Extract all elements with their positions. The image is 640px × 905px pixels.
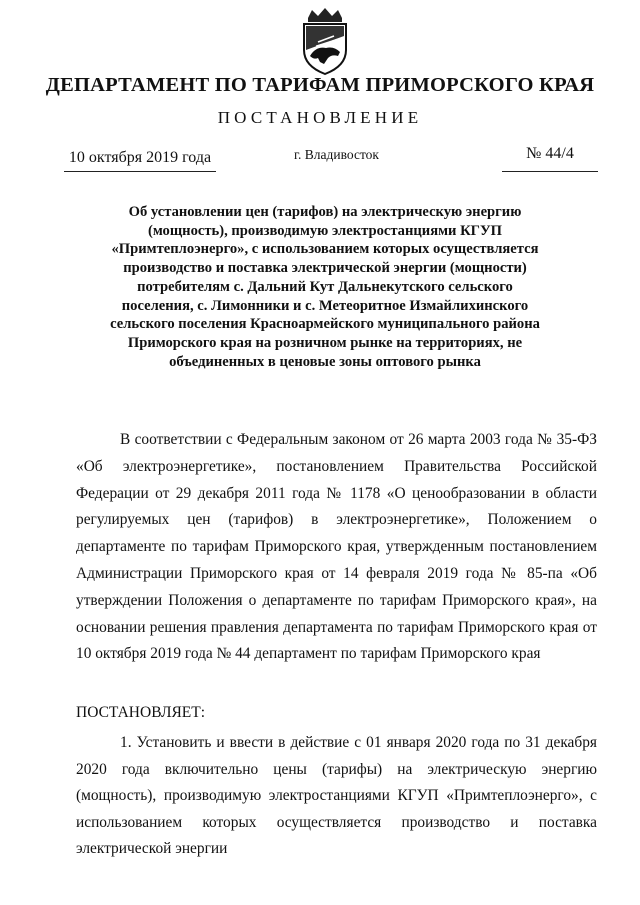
decree-subject: Об установлении цен (тарифов) на электрическую энергию (мощность), производимую электростанциями КГУП «Примтеплоэнерго», с использованием которых осуществляется производство и поставка электрической энергии (мощности) потребителям с. Дальний Кут Дальнекутского сельского поселения, с. Лимонники и с. Метеоритное Измайлихинского сельского поселения Красноармейского муниципального района Приморского края на розничном рынке на территориях, не объединенных в ценовые зоны оптового рынка [110, 204, 540, 370]
preamble-paragraph: В соответствии с Федеральным законом от 26 марта 2003 года № 35-ФЗ «Об электроэнергетике», постановлением Правительства Российской Федерации от 29 декабря 2011 года № 1178 «О ценообразовании в области регулируемых цен (тарифов) в электроэнергетике», Положением о департаменте по тарифам Приморского края, утвержденным постановлением Администрации Приморского края от 14 февраля 2019 года № 85-па «Об утверждении Положения о департаменте по тарифам Приморского края», на основании решения правления департамента по тарифам Приморского края от 10 октября 2019 года № 44 департамент по тарифам Приморского края [76, 431, 597, 663]
clause-1: 1. Установить и ввести в действие с 01 января 2020 года по 31 декабря 2020 года включительно цены (тарифы) на электрическую энергию (мощность), производимую электростанциями КГУП «Примтеплоэнерго», с использованием которых осуществляется производство и поставка электрической энергии [76, 734, 597, 857]
department-title: ДЕПАРТАМЕНТ ПО ТАРИФАМ ПРИМОРСКОГО КРАЯ [45, 74, 595, 96]
decree-city: г. Владивосток [294, 147, 379, 162]
decree-date: 10 октября 2019 года [64, 149, 216, 172]
decree-number: № 44/4 [502, 145, 598, 172]
resolves-heading: ПОСТАНОВЛЯЕТ: [76, 704, 206, 721]
coat-of-arms-icon [294, 6, 356, 76]
document-type: ПОСТАНОВЛЕНИЕ [217, 108, 423, 127]
